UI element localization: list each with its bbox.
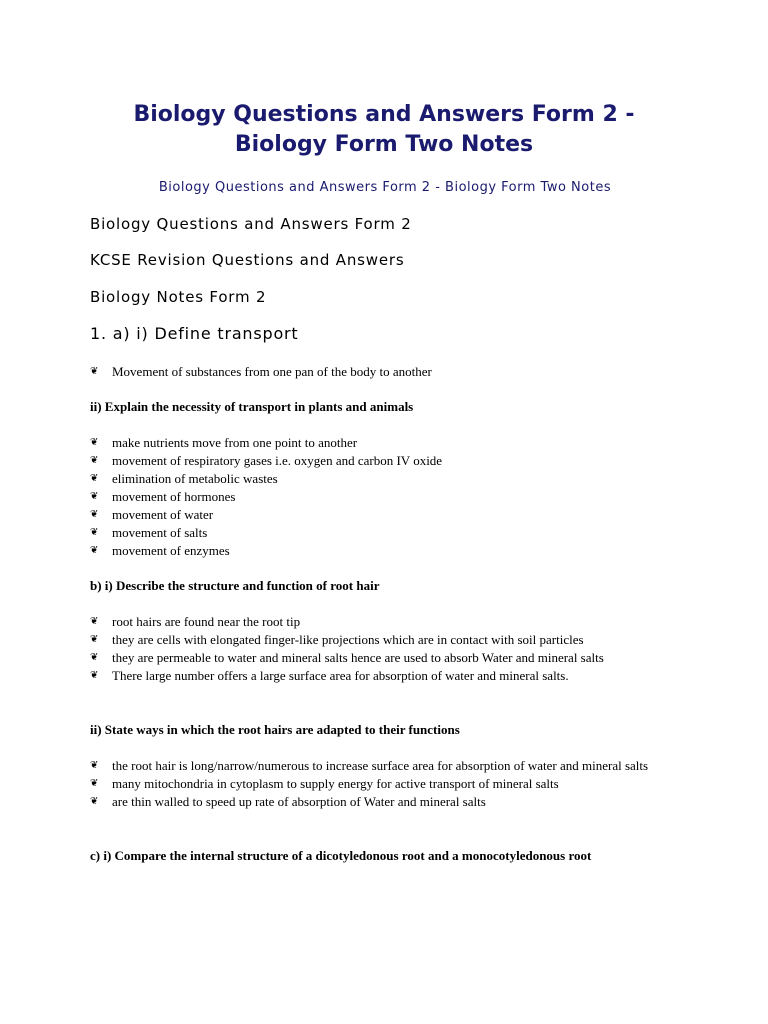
title-line-2: Biology Form Two Notes [234, 132, 534, 157]
section-heading-1: Biology Questions and Answers Form 2 [90, 215, 412, 233]
q1a-answer-list [90, 363, 670, 381]
list-item: ❦ root hairs are found near the root tip [90, 614, 301, 629]
list-item: ❦ movement of enzymes [90, 543, 230, 558]
floral-bullet-icon: ❦ [90, 545, 99, 556]
list-item: ❦ they are cells with elongated finger-like projections which are in contact with soil particles [90, 632, 584, 647]
q1a-ii-answer-list [90, 434, 670, 560]
section-heading-3: Biology Notes Form 2 [90, 288, 267, 306]
title-line-1: Biology Questions and Answers Form 2 - [133, 102, 635, 127]
floral-bullet-icon: ❦ [90, 652, 99, 663]
list-item: ❦ many mitochondria in cytoplasm to supply energy for active transport of mineral salts [90, 776, 559, 791]
list-item: ❦ elimination of metabolic wastes [90, 471, 278, 486]
page-subtitle: Biology Questions and Answers Form 2 - Biology Form Two Notes [158, 180, 612, 195]
list-item: ❦ make nutrients move from one point to another [90, 435, 358, 450]
list-item: ❦ Movement of substances from one pan of the body to another [90, 364, 432, 379]
floral-bullet-icon: ❦ [90, 634, 99, 645]
section-heading-2: KCSE Revision Questions and Answers [90, 251, 405, 269]
q1b-i-answer-list [90, 613, 670, 685]
floral-bullet-icon: ❦ [90, 670, 99, 681]
question-1a-ii: ii) Explain the necessity of transport in plants and animals [90, 399, 414, 414]
question-1c-i: c) i) Compare the internal structure of a dicotyledonous root and a monocotyledonous root [90, 848, 592, 863]
q1b-ii-answer-list [90, 757, 670, 811]
floral-bullet-icon: ❦ [90, 778, 99, 789]
list-item: ❦ they are permeable to water and mineral salts hence are used to absorb Water and mineral salts [90, 650, 604, 665]
floral-bullet-icon: ❦ [90, 760, 99, 771]
floral-bullet-icon: ❦ [90, 796, 99, 807]
question-1a-heading: 1. a) i) Define transport [90, 324, 299, 343]
list-item: ❦ movement of salts [90, 525, 208, 540]
floral-bullet-icon: ❦ [90, 455, 99, 466]
list-item: ❦ There large number offers a large surface area for absorption of water and mineral salts. [90, 668, 569, 683]
page-title [70, 100, 698, 160]
floral-bullet-icon: ❦ [90, 473, 99, 484]
floral-bullet-icon: ❦ [90, 491, 99, 502]
list-item: ❦ are thin walled to speed up rate of absorption of Water and mineral salts [90, 794, 486, 809]
question-1b-i: b) i) Describe the structure and function of root hair [90, 578, 380, 593]
floral-bullet-icon: ❦ [90, 509, 99, 520]
list-item: ❦ movement of water [90, 507, 214, 522]
floral-bullet-icon: ❦ [90, 366, 99, 377]
floral-bullet-icon: ❦ [90, 616, 99, 627]
floral-bullet-icon: ❦ [90, 527, 99, 538]
list-item: ❦ movement of hormones [90, 489, 236, 504]
list-item: ❦ movement of respiratory gases i.e. oxygen and carbon IV oxide [90, 453, 443, 468]
list-item: ❦ the root hair is long/narrow/numerous to increase surface area for absorption of water and mineral salts [90, 758, 649, 773]
floral-bullet-icon: ❦ [90, 437, 99, 448]
question-1b-ii: ii) State ways in which the root hairs are adapted to their functions [90, 722, 460, 737]
